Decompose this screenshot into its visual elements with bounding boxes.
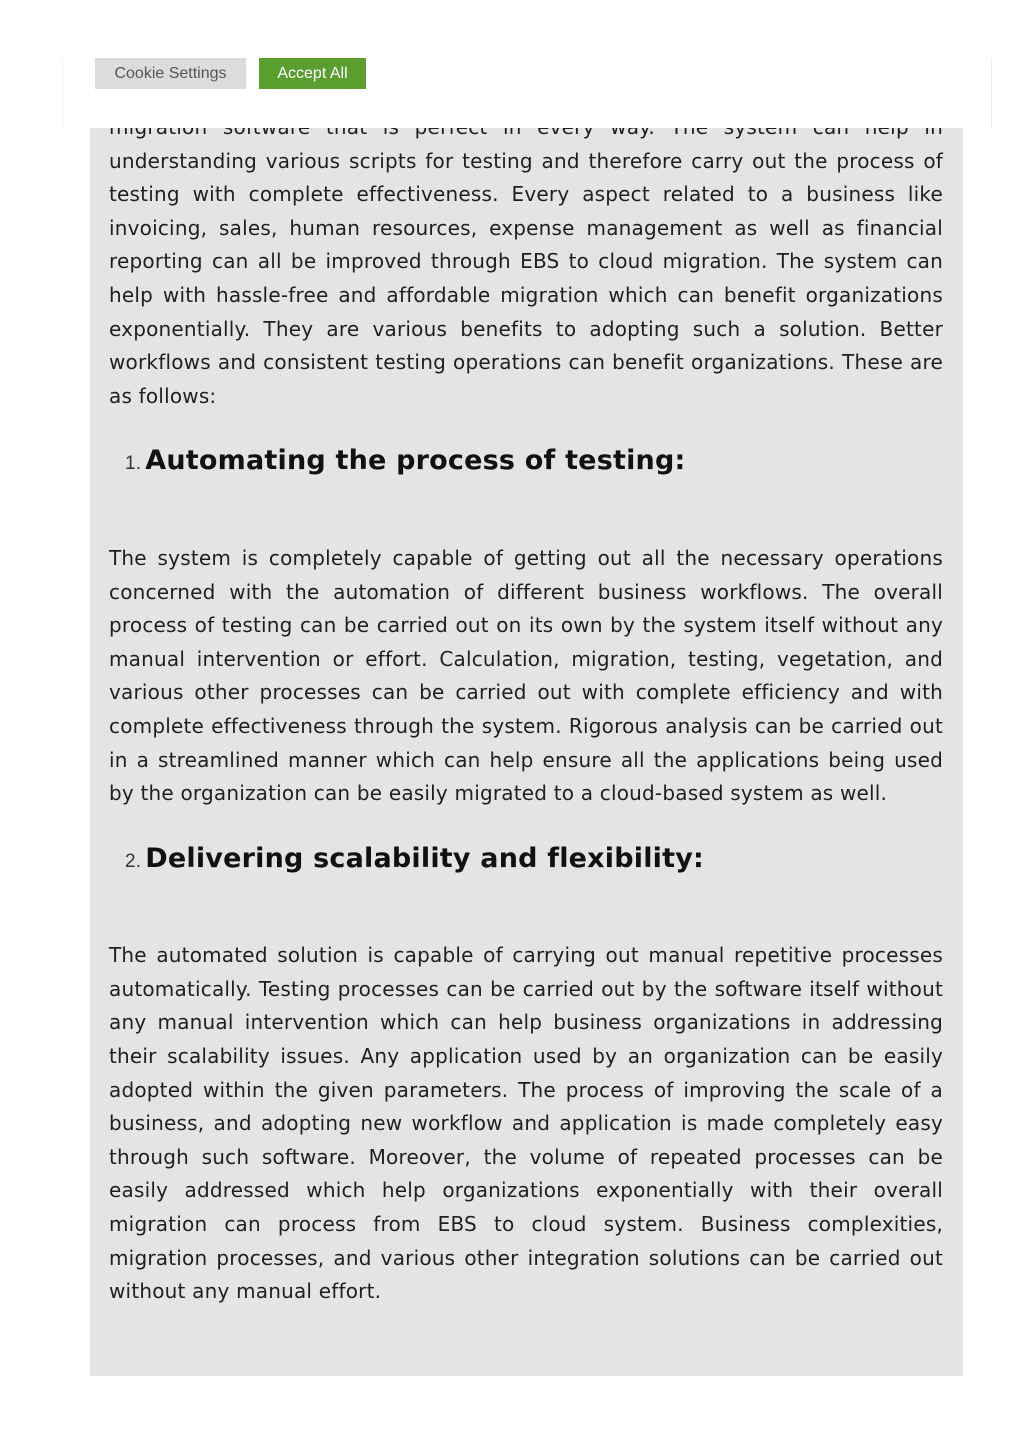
section-body: The system is completely capable of getting out all the necessary operations concerned with the automation of different business workflows. The overall process of testing can be carried out on its own by the system itself without any manual intervention or effort. Calculation, migration, testing, vegetation, and various other processes can be carried out with complete efficiency and with complete effectiveness through the system. Rigorous analysis can be carried out in a streamlined manner which can help ensure all the applications being used by the organization can be easily migrated to a cloud-based system as well. xyxy=(109,545,943,806)
article-body xyxy=(109,111,943,1309)
list-number: 1. xyxy=(125,453,142,475)
intro-paragraph: understanding various scripts for testing and therefore carry out the process of testing with complete effectiveness. Every aspect related to a business like invoicing, sales, human resources, expense management as well as financial reporting can all be improved through EBS to cloud migration. The system can help with hassle-free and affordable migration which can benefit organizations exponentially. They are various benefits to adopting such a solution. Better workflows and consistent testing operations can benefit organizations. These are as follows: xyxy=(109,148,943,408)
section-title: Automating the process of testing: xyxy=(145,445,686,477)
list-number: 2. xyxy=(125,850,142,872)
cookie-banner xyxy=(62,58,992,128)
section-heading xyxy=(109,444,943,481)
section-body: The automated solution is capable of carrying out manual repetitive processes automatically. Testing processes can be carried out by the software itself without any manual intervention which can help business organizations in addressing their scalability issues. Any application used by an organization can be easily adopted within the given parameters. The process of improving the scale of a business, and adopting new workflow and application is made completely easy through such software. Moreover, the volume of repeated processes can be easily addressed which help organizations exponentially with their overall migration can process from EBS to cloud system. Business complexities, migration processes, and various other integration solutions can be carried out without any manual effort. xyxy=(109,943,943,1304)
top-whitespace xyxy=(0,0,1024,58)
accept-all-button[interactable]: Accept All xyxy=(259,58,366,89)
article-content xyxy=(90,0,963,1376)
section-title: Delivering scalability and flexibility: xyxy=(145,842,705,874)
section-heading xyxy=(109,842,943,879)
section-1 xyxy=(109,444,943,810)
cookie-settings-button[interactable]: Cookie Settings xyxy=(95,58,246,89)
section-2 xyxy=(109,842,943,1309)
